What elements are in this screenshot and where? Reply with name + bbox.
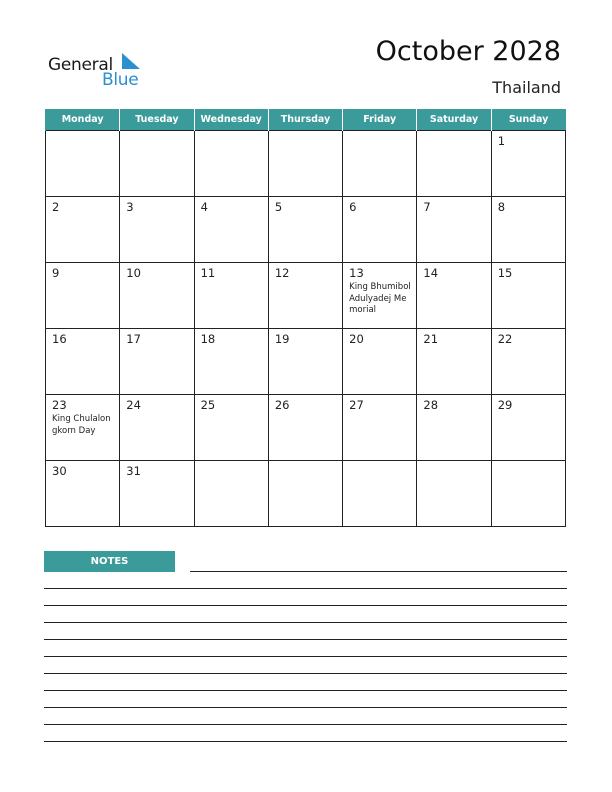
day-number: 12 xyxy=(274,266,290,280)
day-cell xyxy=(268,197,342,263)
day-cell xyxy=(194,461,268,527)
day-cell xyxy=(194,197,268,263)
notes-label: NOTES xyxy=(44,551,175,572)
day-cell xyxy=(120,197,194,263)
note-line xyxy=(44,605,567,606)
day-number: 19 xyxy=(274,332,290,346)
day-number xyxy=(343,131,416,135)
day-cell xyxy=(268,395,342,461)
day-number xyxy=(195,131,268,135)
day-number: 16 xyxy=(52,332,67,346)
day-number: 22 xyxy=(497,332,513,346)
week-row xyxy=(46,395,566,461)
day-cell xyxy=(268,263,342,329)
note-line xyxy=(44,639,567,640)
logo-flag-icon xyxy=(120,53,142,71)
day-cell xyxy=(120,329,194,395)
weekday-header: Tuesday xyxy=(120,109,194,131)
day-number: 29 xyxy=(497,398,513,412)
day-cell xyxy=(268,131,342,197)
week-row xyxy=(46,329,566,395)
day-cell xyxy=(120,131,194,197)
day-cell xyxy=(194,263,268,329)
week-row xyxy=(46,131,566,197)
day-number: 13 xyxy=(349,266,364,280)
day-number: 9 xyxy=(52,266,60,280)
day-cell xyxy=(46,197,120,263)
weekday-header: Friday xyxy=(343,109,417,131)
note-line xyxy=(190,571,567,572)
day-cell xyxy=(120,263,194,329)
day-number: 18 xyxy=(200,332,216,346)
day-cell xyxy=(194,131,268,197)
day-number: 24 xyxy=(126,398,141,412)
weekday-header: Thursday xyxy=(268,109,342,131)
day-number: 15 xyxy=(497,266,513,280)
note-line xyxy=(44,588,567,589)
country-label: Thailand xyxy=(492,78,561,97)
day-cell xyxy=(120,461,194,527)
weekday-header: Monday xyxy=(46,109,120,131)
day-cell xyxy=(417,263,491,329)
day-number: 26 xyxy=(274,398,290,412)
day-number: 7 xyxy=(423,200,431,214)
day-cell xyxy=(343,461,417,527)
day-number: 3 xyxy=(126,200,134,214)
day-number xyxy=(417,461,490,465)
day-number: 21 xyxy=(423,332,439,346)
week-row xyxy=(46,461,566,527)
day-cell xyxy=(491,395,565,461)
day-number: 8 xyxy=(497,200,506,214)
weekday-header: Wednesday xyxy=(194,109,268,131)
weekday-header: Sunday xyxy=(491,109,565,131)
page-title: October 2028 xyxy=(375,36,561,67)
day-number xyxy=(269,131,342,135)
day-cell xyxy=(417,131,491,197)
day-cell xyxy=(491,131,565,197)
day-cell xyxy=(46,131,120,197)
day-cell xyxy=(46,263,120,329)
day-number: 11 xyxy=(200,266,216,280)
day-cell xyxy=(491,263,565,329)
day-number: 6 xyxy=(349,200,357,214)
logo-word-general: General xyxy=(48,55,113,75)
day-number xyxy=(46,131,119,135)
day-number: 20 xyxy=(349,332,364,346)
day-cell xyxy=(46,395,120,461)
day-number xyxy=(417,131,490,135)
day-number: 10 xyxy=(126,266,141,280)
day-number: 31 xyxy=(126,464,141,478)
note-line xyxy=(44,690,567,691)
day-cell xyxy=(268,461,342,527)
day-number: 5 xyxy=(274,200,283,214)
day-number: 27 xyxy=(349,398,364,412)
day-number: 17 xyxy=(126,332,141,346)
note-line xyxy=(44,741,567,742)
day-cell xyxy=(491,329,565,395)
day-cell xyxy=(194,395,268,461)
day-number xyxy=(120,131,193,135)
note-line xyxy=(44,673,567,674)
day-cell xyxy=(194,329,268,395)
day-cell xyxy=(343,263,417,329)
holiday-event: King Bhumibol Adulyadej Memorial xyxy=(349,282,411,315)
day-number: 28 xyxy=(423,398,439,412)
day-cell xyxy=(417,329,491,395)
logo-word-blue: Blue xyxy=(102,70,139,90)
day-cell xyxy=(417,197,491,263)
day-cell xyxy=(120,395,194,461)
day-cell xyxy=(46,461,120,527)
logo xyxy=(48,52,158,92)
day-cell xyxy=(343,329,417,395)
day-number: 23 xyxy=(52,398,67,412)
day-number: 30 xyxy=(52,464,67,478)
calendar-grid xyxy=(45,109,566,527)
week-row xyxy=(46,263,566,329)
note-line xyxy=(44,656,567,657)
day-cell xyxy=(491,461,565,527)
weekday-header: Saturday xyxy=(417,109,491,131)
day-cell xyxy=(46,329,120,395)
day-cell xyxy=(343,395,417,461)
note-line xyxy=(44,707,567,708)
note-line xyxy=(44,622,567,623)
day-number: 14 xyxy=(423,266,439,280)
day-number xyxy=(492,461,565,465)
day-cell xyxy=(491,197,565,263)
day-number xyxy=(195,461,268,465)
day-number xyxy=(269,461,342,465)
day-cell xyxy=(417,461,491,527)
holiday-event: King Chulalongkorn Day xyxy=(52,414,111,436)
note-line xyxy=(44,724,567,725)
day-cell xyxy=(417,395,491,461)
day-number: 25 xyxy=(200,398,216,412)
day-number: 4 xyxy=(200,200,208,214)
day-number: 1 xyxy=(497,134,506,148)
day-cell xyxy=(343,131,417,197)
day-number xyxy=(343,461,416,465)
day-number: 2 xyxy=(52,200,60,214)
day-cell xyxy=(268,329,342,395)
weekday-header-row xyxy=(46,109,566,131)
day-cell xyxy=(343,197,417,263)
week-row xyxy=(46,197,566,263)
